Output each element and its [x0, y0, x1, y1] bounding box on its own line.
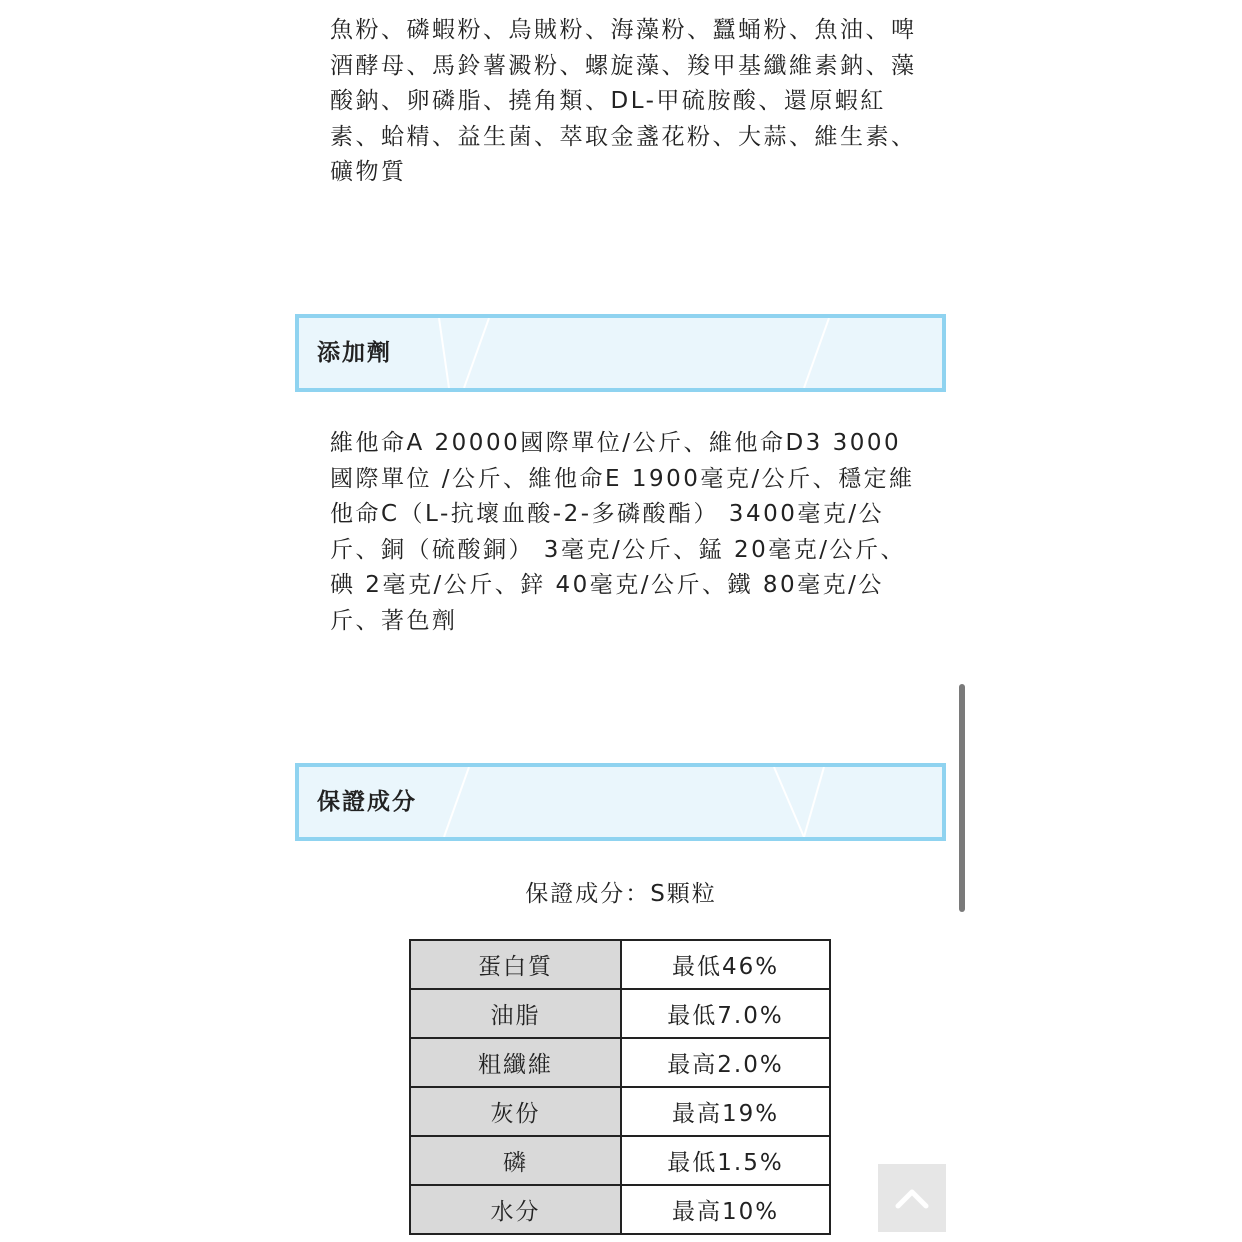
- nutrient-value: 最低1.5%: [621, 1136, 830, 1185]
- nutrient-label: 水分: [410, 1185, 621, 1234]
- nutrient-label: 蛋白質: [410, 940, 621, 989]
- nutrient-label: 磷: [410, 1136, 621, 1185]
- header-decoration: [299, 318, 942, 388]
- guaranteed-analysis-table: [409, 939, 831, 1235]
- chevron-up-icon: [895, 1187, 929, 1209]
- table-row: [410, 1038, 830, 1087]
- table-row: [410, 940, 830, 989]
- table-row: [410, 1136, 830, 1185]
- nutrient-label: 粗纖維: [410, 1038, 621, 1087]
- guaranteed-analysis-caption: 保證成分：S顆粒: [525, 881, 717, 907]
- nutrient-value: 最低7.0%: [621, 989, 830, 1038]
- additives-text: 維他命A 20000國際單位/公斤、維他命D3 3000國際單位 /公斤、維他命E 1900毫克/公斤、穩定維他命C（L-抗壞血酸-2-多磷酸酯） 3400毫克/公斤、銅（硫酸銅） 3毫克/公斤、錳 20毫克/公斤、碘 2毫克/公斤、鋅 40毫克/公斤、鐵 80毫克/公斤、著色劑: [330, 430, 915, 634]
- additives-section-title: 添加劑: [317, 340, 392, 366]
- ingredients-text: 魚粉、磷蝦粉、烏賊粉、海藻粉、蠶蛹粉、魚油、啤酒酵母、馬鈴薯澱粉、螺旋藻、羧甲基纖維素鈉、藻酸鈉、卵磷脂、撓角類、DL-甲硫胺酸、還原蝦紅素、蛤精、益生菌、萃取金盞花粉、大蒜、維生素、礦物質: [330, 17, 917, 185]
- nutrient-value: 最低46%: [621, 940, 830, 989]
- guaranteed-analysis-section-header: [295, 763, 946, 841]
- nutrient-label: 灰份: [410, 1087, 621, 1136]
- table-row: [410, 989, 830, 1038]
- nutrient-value: 最高19%: [621, 1087, 830, 1136]
- page-scrollbar[interactable]: [959, 684, 965, 912]
- table-row: [410, 1087, 830, 1136]
- nutrient-value: 最高2.0%: [621, 1038, 830, 1087]
- guaranteed-analysis-section-title: 保證成分: [317, 789, 417, 815]
- additives-section-header: [295, 314, 946, 392]
- nutrient-value: 最高10%: [621, 1185, 830, 1234]
- table-row: [410, 1185, 830, 1234]
- nutrient-label: 油脂: [410, 989, 621, 1038]
- back-to-top-button[interactable]: [878, 1164, 946, 1232]
